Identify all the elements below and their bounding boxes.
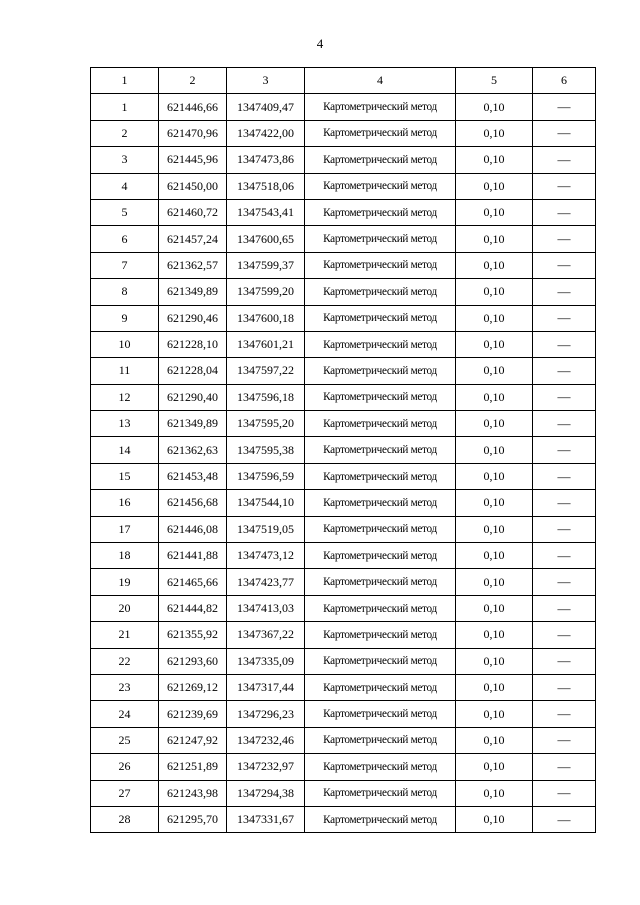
method-cell: Картометрический метод <box>305 648 456 674</box>
point-number-cell: 13 <box>91 411 159 437</box>
method-cell: Картометрический метод <box>305 490 456 516</box>
point-number-cell: 10 <box>91 331 159 357</box>
y-coordinate-cell: 1347600,18 <box>227 305 305 331</box>
method-cell: Картометрический метод <box>305 358 456 384</box>
accuracy-cell: 0,10 <box>456 252 533 278</box>
x-coordinate-cell: 621441,88 <box>159 543 227 569</box>
point-number-cell: 11 <box>91 358 159 384</box>
method-cell: Картометрический метод <box>305 727 456 753</box>
x-coordinate-cell: 621293,60 <box>159 648 227 674</box>
description-cell: — <box>533 674 596 700</box>
y-coordinate-cell: 1347596,59 <box>227 463 305 489</box>
point-number-cell: 26 <box>91 754 159 780</box>
x-coordinate-cell: 621450,00 <box>159 173 227 199</box>
method-cell: Картометрический метод <box>305 173 456 199</box>
column-header-1: 1 <box>91 68 159 94</box>
description-cell: — <box>533 305 596 331</box>
accuracy-cell: 0,10 <box>456 173 533 199</box>
y-coordinate-cell: 1347296,23 <box>227 701 305 727</box>
x-coordinate-cell: 621269,12 <box>159 674 227 700</box>
description-cell: — <box>533 463 596 489</box>
point-number-cell: 19 <box>91 569 159 595</box>
table-row <box>91 543 596 569</box>
table-row <box>91 463 596 489</box>
table-row <box>91 806 596 832</box>
accuracy-cell: 0,10 <box>456 120 533 146</box>
point-number-cell: 24 <box>91 701 159 727</box>
x-coordinate-cell: 621228,10 <box>159 331 227 357</box>
accuracy-cell: 0,10 <box>456 279 533 305</box>
y-coordinate-cell: 1347232,97 <box>227 754 305 780</box>
description-cell: — <box>533 754 596 780</box>
description-cell: — <box>533 94 596 120</box>
point-number-cell: 15 <box>91 463 159 489</box>
point-number-cell: 6 <box>91 226 159 252</box>
description-cell: — <box>533 648 596 674</box>
accuracy-cell: 0,10 <box>456 595 533 621</box>
method-cell: Картометрический метод <box>305 147 456 173</box>
x-coordinate-cell: 621290,40 <box>159 384 227 410</box>
method-cell: Картометрический метод <box>305 252 456 278</box>
table-row <box>91 226 596 252</box>
column-header-5: 5 <box>456 68 533 94</box>
y-coordinate-cell: 1347294,38 <box>227 780 305 806</box>
method-cell: Картометрический метод <box>305 384 456 410</box>
accuracy-cell: 0,10 <box>456 199 533 225</box>
description-cell: — <box>533 516 596 542</box>
table-row <box>91 147 596 173</box>
point-number-cell: 28 <box>91 806 159 832</box>
x-coordinate-cell: 621470,96 <box>159 120 227 146</box>
x-coordinate-cell: 621349,89 <box>159 411 227 437</box>
description-cell: — <box>533 252 596 278</box>
y-coordinate-cell: 1347519,05 <box>227 516 305 542</box>
point-number-cell: 3 <box>91 147 159 173</box>
point-number-cell: 8 <box>91 279 159 305</box>
table-row <box>91 727 596 753</box>
accuracy-cell: 0,10 <box>456 463 533 489</box>
x-coordinate-cell: 621228,04 <box>159 358 227 384</box>
method-cell: Картометрический метод <box>305 806 456 832</box>
description-cell: — <box>533 384 596 410</box>
accuracy-cell: 0,10 <box>456 569 533 595</box>
method-cell: Картометрический метод <box>305 543 456 569</box>
method-cell: Картометрический метод <box>305 94 456 120</box>
table-row <box>91 384 596 410</box>
x-coordinate-cell: 621239,69 <box>159 701 227 727</box>
accuracy-cell: 0,10 <box>456 411 533 437</box>
table-row <box>91 411 596 437</box>
point-number-cell: 22 <box>91 648 159 674</box>
table-row <box>91 595 596 621</box>
description-cell: — <box>533 331 596 357</box>
description-cell: — <box>533 490 596 516</box>
accuracy-cell: 0,10 <box>456 622 533 648</box>
table-header-row <box>91 68 596 94</box>
description-cell: — <box>533 727 596 753</box>
method-cell: Картометрический метод <box>305 437 456 463</box>
column-header-4: 4 <box>305 68 456 94</box>
y-coordinate-cell: 1347232,46 <box>227 727 305 753</box>
method-cell: Картометрический метод <box>305 463 456 489</box>
accuracy-cell: 0,10 <box>456 543 533 569</box>
accuracy-cell: 0,10 <box>456 701 533 727</box>
y-coordinate-cell: 1347413,03 <box>227 595 305 621</box>
table-row <box>91 569 596 595</box>
point-number-cell: 2 <box>91 120 159 146</box>
method-cell: Картометрический метод <box>305 622 456 648</box>
column-header-2: 2 <box>159 68 227 94</box>
x-coordinate-cell: 621460,72 <box>159 199 227 225</box>
description-cell: — <box>533 147 596 173</box>
y-coordinate-cell: 1347335,09 <box>227 648 305 674</box>
table-row <box>91 305 596 331</box>
description-cell: — <box>533 120 596 146</box>
method-cell: Картометрический метод <box>305 754 456 780</box>
method-cell: Картометрический метод <box>305 516 456 542</box>
accuracy-cell: 0,10 <box>456 384 533 410</box>
description-cell: — <box>533 595 596 621</box>
y-coordinate-cell: 1347317,44 <box>227 674 305 700</box>
accuracy-cell: 0,10 <box>456 94 533 120</box>
description-cell: — <box>533 173 596 199</box>
description-cell: — <box>533 226 596 252</box>
column-header-6: 6 <box>533 68 596 94</box>
table-row <box>91 331 596 357</box>
page-number: 4 <box>316 36 324 51</box>
method-cell: Картометрический метод <box>305 120 456 146</box>
y-coordinate-cell: 1347331,67 <box>227 806 305 832</box>
point-number-cell: 9 <box>91 305 159 331</box>
method-cell: Картометрический метод <box>305 331 456 357</box>
method-cell: Картометрический метод <box>305 674 456 700</box>
x-coordinate-cell: 621251,89 <box>159 754 227 780</box>
accuracy-cell: 0,10 <box>456 437 533 463</box>
y-coordinate-cell: 1347367,22 <box>227 622 305 648</box>
accuracy-cell: 0,10 <box>456 780 533 806</box>
point-number-cell: 1 <box>91 94 159 120</box>
y-coordinate-cell: 1347423,77 <box>227 569 305 595</box>
accuracy-cell: 0,10 <box>456 305 533 331</box>
table-row <box>91 173 596 199</box>
accuracy-cell: 0,10 <box>456 147 533 173</box>
table-row <box>91 358 596 384</box>
x-coordinate-cell: 621295,70 <box>159 806 227 832</box>
description-cell: — <box>533 569 596 595</box>
y-coordinate-cell: 1347544,10 <box>227 490 305 516</box>
x-coordinate-cell: 621355,92 <box>159 622 227 648</box>
x-coordinate-cell: 621457,24 <box>159 226 227 252</box>
x-coordinate-cell: 621247,92 <box>159 727 227 753</box>
table-row <box>91 754 596 780</box>
table-row <box>91 437 596 463</box>
y-coordinate-cell: 1347473,12 <box>227 543 305 569</box>
accuracy-cell: 0,10 <box>456 674 533 700</box>
method-cell: Картометрический метод <box>305 279 456 305</box>
point-number-cell: 4 <box>91 173 159 199</box>
description-cell: — <box>533 543 596 569</box>
x-coordinate-cell: 621362,63 <box>159 437 227 463</box>
description-cell: — <box>533 411 596 437</box>
y-coordinate-cell: 1347600,65 <box>227 226 305 252</box>
accuracy-cell: 0,10 <box>456 490 533 516</box>
method-cell: Картометрический метод <box>305 701 456 727</box>
description-cell: — <box>533 279 596 305</box>
description-cell: — <box>533 437 596 463</box>
accuracy-cell: 0,10 <box>456 727 533 753</box>
point-number-cell: 18 <box>91 543 159 569</box>
accuracy-cell: 0,10 <box>456 358 533 384</box>
y-coordinate-cell: 1347597,22 <box>227 358 305 384</box>
point-number-cell: 16 <box>91 490 159 516</box>
x-coordinate-cell: 621445,96 <box>159 147 227 173</box>
y-coordinate-cell: 1347473,86 <box>227 147 305 173</box>
y-coordinate-cell: 1347595,20 <box>227 411 305 437</box>
column-header-3: 3 <box>227 68 305 94</box>
accuracy-cell: 0,10 <box>456 806 533 832</box>
accuracy-cell: 0,10 <box>456 648 533 674</box>
y-coordinate-cell: 1347596,18 <box>227 384 305 410</box>
table-row <box>91 780 596 806</box>
point-number-cell: 17 <box>91 516 159 542</box>
table-row <box>91 490 596 516</box>
point-number-cell: 27 <box>91 780 159 806</box>
y-coordinate-cell: 1347601,21 <box>227 331 305 357</box>
table-row <box>91 516 596 542</box>
table-row <box>91 252 596 278</box>
x-coordinate-cell: 621465,66 <box>159 569 227 595</box>
x-coordinate-cell: 621446,66 <box>159 94 227 120</box>
table-body <box>91 94 596 833</box>
point-number-cell: 25 <box>91 727 159 753</box>
point-number-cell: 12 <box>91 384 159 410</box>
x-coordinate-cell: 621243,98 <box>159 780 227 806</box>
table-row <box>91 94 596 120</box>
accuracy-cell: 0,10 <box>456 516 533 542</box>
method-cell: Картометрический метод <box>305 411 456 437</box>
point-number-cell: 7 <box>91 252 159 278</box>
point-number-cell: 20 <box>91 595 159 621</box>
y-coordinate-cell: 1347422,00 <box>227 120 305 146</box>
table-row <box>91 701 596 727</box>
x-coordinate-cell: 621290,46 <box>159 305 227 331</box>
method-cell: Картометрический метод <box>305 569 456 595</box>
x-coordinate-cell: 621453,48 <box>159 463 227 489</box>
accuracy-cell: 0,10 <box>456 331 533 357</box>
accuracy-cell: 0,10 <box>456 226 533 252</box>
y-coordinate-cell: 1347595,38 <box>227 437 305 463</box>
method-cell: Картометрический метод <box>305 226 456 252</box>
description-cell: — <box>533 199 596 225</box>
table-row <box>91 674 596 700</box>
y-coordinate-cell: 1347599,20 <box>227 279 305 305</box>
description-cell: — <box>533 622 596 648</box>
accuracy-cell: 0,10 <box>456 754 533 780</box>
x-coordinate-cell: 621456,68 <box>159 490 227 516</box>
method-cell: Картометрический метод <box>305 199 456 225</box>
table-row <box>91 648 596 674</box>
point-number-cell: 21 <box>91 622 159 648</box>
coordinates-table <box>90 67 596 833</box>
table-row <box>91 199 596 225</box>
method-cell: Картометрический метод <box>305 595 456 621</box>
description-cell: — <box>533 358 596 384</box>
method-cell: Картометрический метод <box>305 780 456 806</box>
y-coordinate-cell: 1347518,06 <box>227 173 305 199</box>
y-coordinate-cell: 1347409,47 <box>227 94 305 120</box>
y-coordinate-cell: 1347543,41 <box>227 199 305 225</box>
point-number-cell: 5 <box>91 199 159 225</box>
y-coordinate-cell: 1347599,37 <box>227 252 305 278</box>
x-coordinate-cell: 621349,89 <box>159 279 227 305</box>
table-row <box>91 120 596 146</box>
x-coordinate-cell: 621446,08 <box>159 516 227 542</box>
x-coordinate-cell: 621444,82 <box>159 595 227 621</box>
table-row <box>91 279 596 305</box>
description-cell: — <box>533 806 596 832</box>
x-coordinate-cell: 621362,57 <box>159 252 227 278</box>
description-cell: — <box>533 701 596 727</box>
description-cell: — <box>533 780 596 806</box>
table-row <box>91 622 596 648</box>
point-number-cell: 23 <box>91 674 159 700</box>
point-number-cell: 14 <box>91 437 159 463</box>
method-cell: Картометрический метод <box>305 305 456 331</box>
